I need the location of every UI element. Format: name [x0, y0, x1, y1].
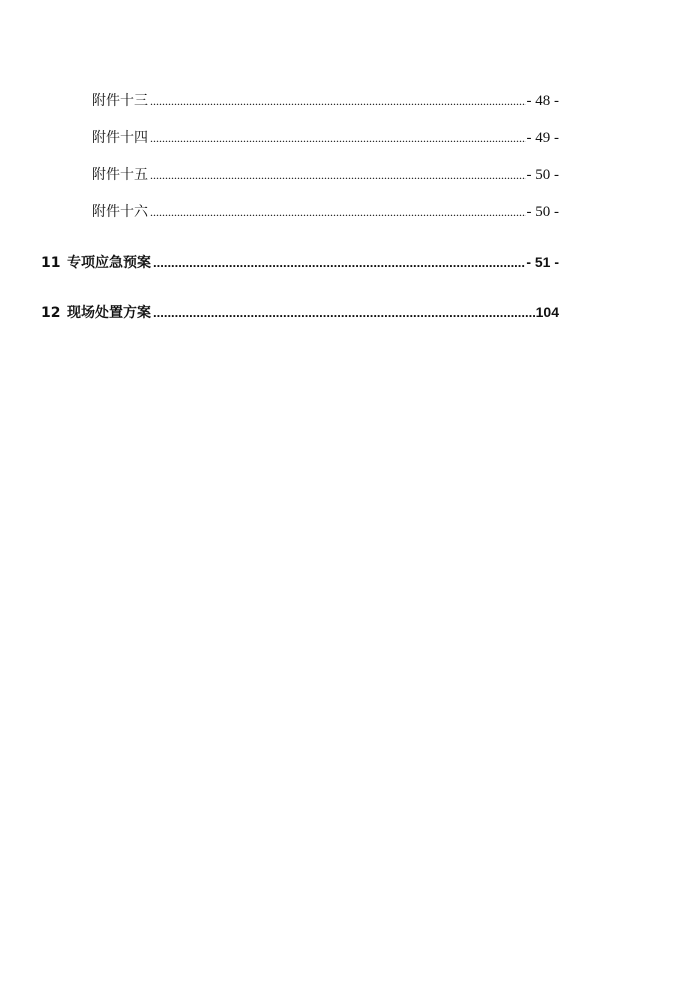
toc-entry-number: 11: [41, 255, 61, 271]
toc-entry-page: 104: [535, 304, 559, 320]
toc-entry-section-11[interactable]: [41, 252, 559, 272]
toc-dot-leader: [150, 130, 526, 146]
toc-dot-leader: [150, 167, 526, 183]
toc-entry-page: - 50 -: [526, 167, 559, 183]
toc-entry-section-12[interactable]: [41, 302, 559, 322]
toc-entry-title: 附件十四: [92, 130, 148, 146]
toc-entry-page: - 48 -: [526, 93, 559, 109]
toc-entry-attachment-14[interactable]: [92, 127, 559, 147]
toc-entry-title: 附件十五: [92, 167, 148, 183]
toc-entry-title: 现场处置方案: [67, 305, 151, 321]
toc-entry-attachment-15[interactable]: [92, 164, 559, 184]
toc-dot-leader: [150, 93, 526, 109]
toc-entry-title: 专项应急预案: [67, 255, 151, 271]
toc-dot-leader: [150, 204, 526, 220]
toc-entry-attachment-16[interactable]: [92, 201, 559, 221]
toc-entry-attachment-13[interactable]: [92, 90, 559, 110]
toc-dot-leader: [153, 255, 525, 271]
toc-entry-page: - 51 -: [526, 254, 559, 270]
toc-entry-page: - 49 -: [526, 130, 559, 146]
toc-entry-number: 12: [41, 305, 61, 321]
toc-entry-title: 附件十六: [92, 204, 148, 220]
toc-entry-page: - 50 -: [526, 204, 559, 220]
toc-entry-title: 附件十三: [92, 93, 148, 109]
toc-dot-leader: [153, 305, 535, 321]
